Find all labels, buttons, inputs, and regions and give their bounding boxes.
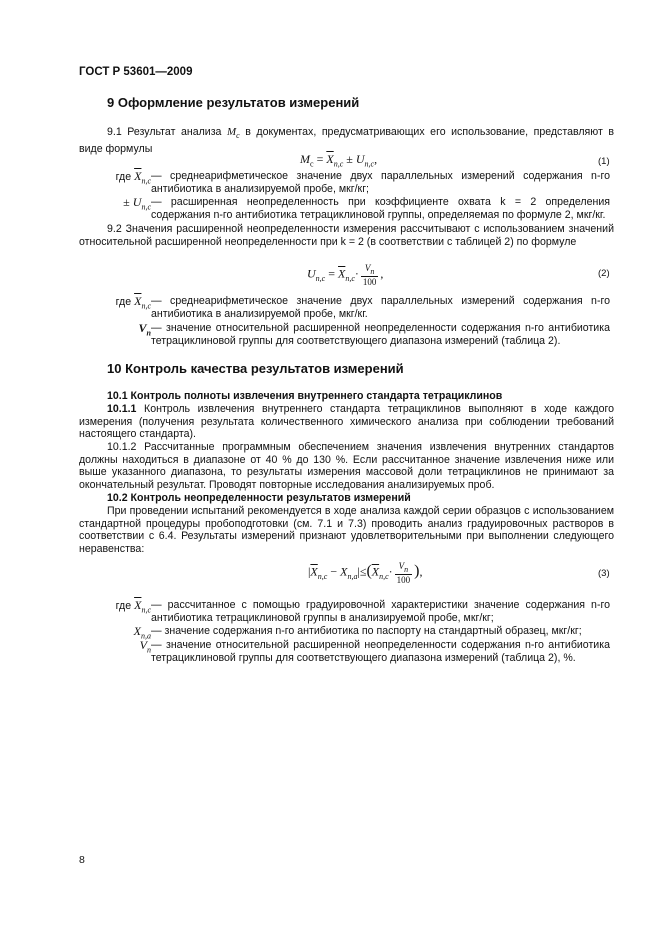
definition-xnc-1: где $\overline{X}_{n,c}—$ среднеарифметическое значение двух параллельных измерений содержания n-го антибиотика в анализируемой пробе, мкг/кг; [115,169,610,195]
definition-xnc-2: где $\overline{X}_{n,c}—$ среднеарифметическое значение двух параллельных измерений содержания n-го антибиотика в анализируемой пробе, мкг/кг. [115,294,610,320]
section-10-title: 10 Контроль качества результатов измерений [107,361,404,376]
formula-1: $M_c = \overline{X}_{n,c} \pm U_{n,c}$, [300,152,378,169]
subsection-10-1-title: 10.1 Контроль полноты извлечения внутреннего стандарта тетрациклинов [107,390,503,402]
formula-3: $|\overline{X}_{n,c} - X_{n,a}|\le(\overline{X}_{n,c}\cdot$ $\frac{V_n}{100}$ ), [308,561,423,585]
paragraph-10-1-1: 10.1.1 Контроль извлечения внутреннего стандарта тетрациклинов выполняют в ходе каждого измерения (получения результата количественного химического анализа при соблюдении требований настоящего стандарта). [79,403,614,441]
definition-unc: ± $U_{n,c}—$ расширенная неопределенность при коэффициенте охвата k = 2 определения содержания n-го антибиотика тетрациклиновой группы, определяемая по формуле 2, мкг/кг. [123,195,610,221]
formula-2: $U_{n,c} = \overline{X}_{n,c}\cdot$ $\frac{V_n}{100}$ , [307,263,384,287]
definition-xna: $X_{n,a}—$ значение содержания n-го антибиотика по паспорту на стандартный образец, мкг/кг; [133,624,582,641]
paragraph-10-1-2: 10.1.2 Рассчитанные программным обеспечением значения извлечения внутренних стандартов должны находиться в диапазоне от 40 % до 130 %. Если рассчитанное значение извлечения ниже или выше указанного диапазона, то результаты измерения массовой доли тетрациклинов не принимают за окончательный результат. Проводят повторные исследования анализируемых проб. [79,441,614,491]
definition-vn-2: $V_n—$ значение относительной расширенной неопределенности содержания n-го антибиотика тетрациклиновой группы для соответствующего диапазона измерений (таблица 2), %. [139,638,610,664]
section-9-title: 9 Оформление результатов измерений [107,95,360,110]
definition-vn-1: $V_n—$ значение относительной расширенной неопределенности содержания n-го антибиотика тетрациклиновой группы для соответствующего диапазона измерений (таблица 2). [138,321,610,347]
paragraph-10-2: При проведении испытаний рекомендуется в ходе анализа каждой серии образцов с использованием стандартной процедуры пробоподготовки (см. 7.1 и 7.3) проводить анализ градуировочных растворов в соответствии с 6.4. Результаты измерений признают удовлетворительными при выполнении следующего неравенства: [79,505,614,555]
equation-number-3: (3) [598,568,610,579]
subsection-10-2-title: 10.2 Контроль неопределенности результатов измерений [107,492,411,504]
document-code: ГОСТ Р 53601—2009 [79,66,193,78]
page-number: 8 [79,854,85,866]
paragraph-9-1: 9.1 Результат анализа $M_c$ в документах, предусматривающих его использование, представляют в виде формулы [79,126,614,155]
definition-xnc-3: где $\overline{X}_{n,c}—$ рассчитанное с помощью градуировочной характеристики значение содержания n-го антибиотика тетрациклиновой группы в анализируемой пробе, мкг/кг; [115,598,610,624]
equation-number-2: (2) [598,268,610,279]
equation-number-1: (1) [598,156,610,167]
paragraph-9-2: 9.2 Значения расширенной неопределенности измерения рассчитывают с использованием значений относительной расширенной неопределенности при k = 2 (в соответствии с таблицей 2) по формуле [79,223,614,248]
